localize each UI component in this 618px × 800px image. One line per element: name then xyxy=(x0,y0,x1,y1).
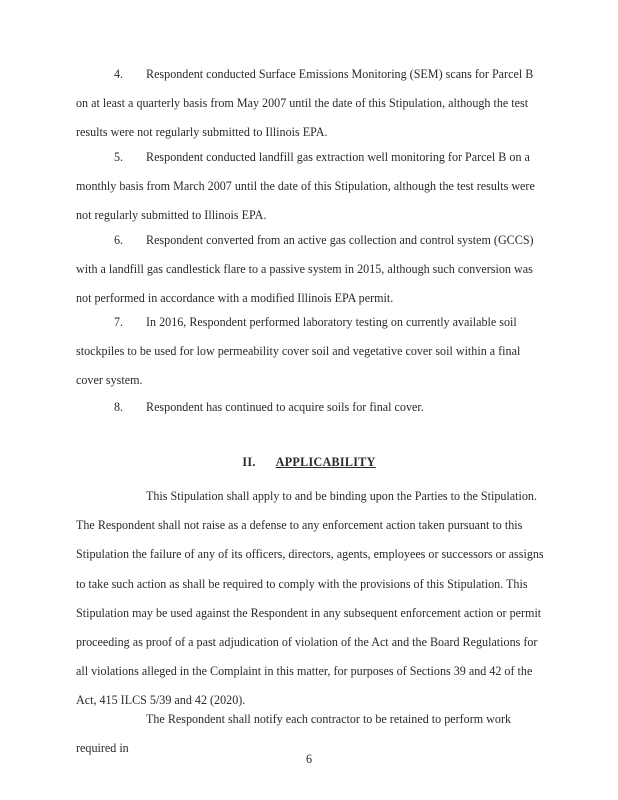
applicability-paragraph xyxy=(76,482,546,716)
section-title: APPLICABILITY xyxy=(275,455,376,469)
section-number: II. xyxy=(242,455,256,469)
paragraph-text: Respondent converted from an active gas collection and control system (GCCS) with a landfill gas candlestick flare to a passive system in 2015, although such conversion was not performed in accordance with a modified Illinois EPA permit. xyxy=(76,233,534,306)
numbered-paragraph-5 xyxy=(76,143,546,231)
paragraph-number: 7. xyxy=(114,315,124,329)
paragraph-text: In 2016, Respondent performed laboratory testing on currently available soil stockpiles to be used for low permeability cover soil and vegetative cover soil within a final cover system. xyxy=(76,315,521,388)
paragraph-text: Respondent has continued to acquire soils for final cover. xyxy=(146,400,424,414)
section-heading xyxy=(0,455,618,470)
paragraph-text: This Stipulation shall apply to and be binding upon the Parties to the Stipulation. The Respondent shall not raise as a defense to any enforcement action taken pursuant to this Stipulation the failure of any of its officers, directors, agents, employees or successors or assigns to take such action as shall be required to comply with the provisions of this Stipulation. This Stipulation may be used against the Respondent in any subsequent enforcement action or permit proceeding as proof of a past adjudication of violation of the Act and the Board Regulations for all violations alleged in the Complaint in this matter, for purposes of Sections 39 and 42 of the Act, 415 ILCS 5/39 and 42 (2020). xyxy=(76,489,544,708)
numbered-paragraph-4 xyxy=(76,60,546,148)
page-number: 6 xyxy=(305,752,313,766)
paragraph-number: 4. xyxy=(114,67,124,81)
numbered-paragraph-6 xyxy=(76,226,546,314)
paragraph-number: 5. xyxy=(114,150,124,164)
paragraph-number: 8. xyxy=(114,400,124,414)
numbered-paragraph-8 xyxy=(76,393,546,422)
paragraph-number: 6. xyxy=(114,233,124,247)
numbered-paragraph-7 xyxy=(76,308,546,396)
paragraph-text: The Respondent shall notify each contractor to be retained to perform work required in xyxy=(76,712,512,756)
paragraph-text: Respondent conducted Surface Emissions Monitoring (SEM) scans for Parcel B on at least a quarterly basis from May 2007 until the date of this Stipulation, although the test results were not regularly submitted to Illinois EPA. xyxy=(76,67,534,140)
paragraph-text: Respondent conducted landfill gas extraction well monitoring for Parcel B on a monthly basis from March 2007 until the date of this Stipulation, although the test results were not regularly submitted to Illinois EPA. xyxy=(76,150,535,223)
